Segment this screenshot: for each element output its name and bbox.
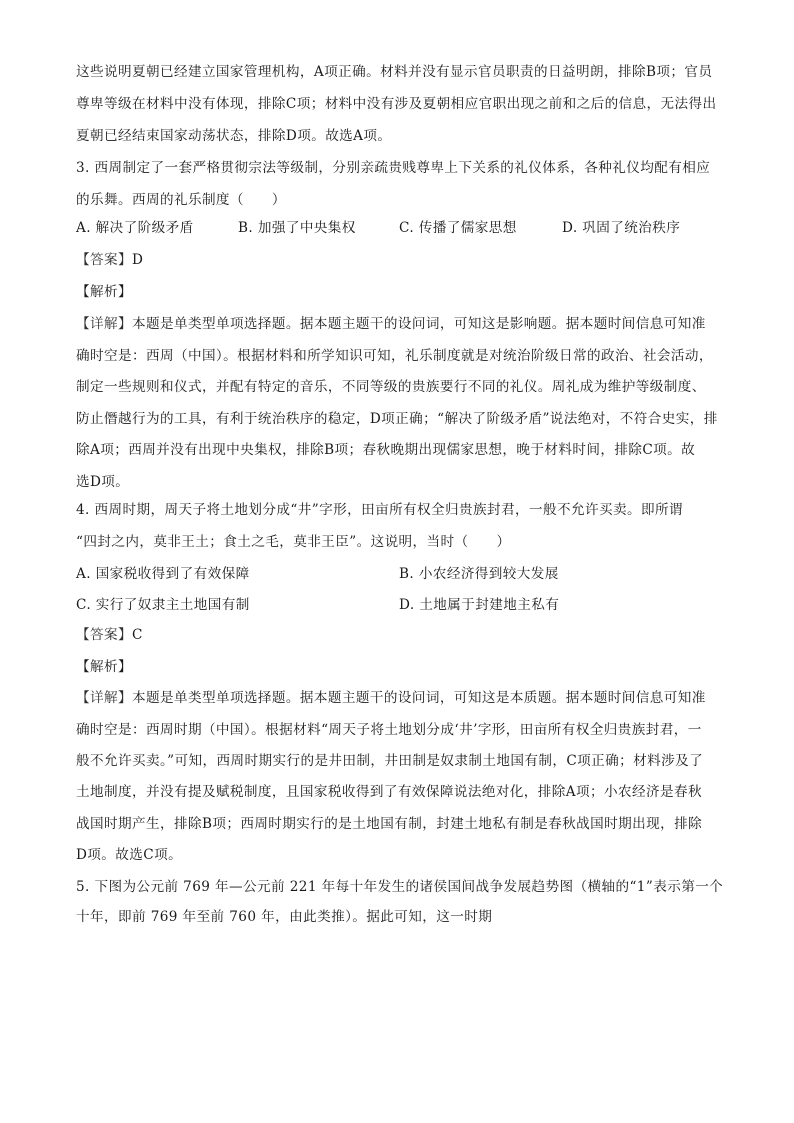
q3-detail-line (76, 314, 706, 334)
q3-detail-line: 制定一些规则和仪式，并配有特定的音乐，不同等级的贵族要行不同的礼仪。周礼成为维护等级制度、 (76, 379, 706, 395)
question-3-stem: 的乐舞。西周的礼乐制度（ ） (76, 192, 286, 208)
answer-tag: 【答案】 (76, 252, 132, 268)
q3-answer-row (76, 250, 143, 270)
detail-text: 本题是单类型单项选择题。据本题主题干的设问词，可知这是影响题。据本题时间信息可知准 (131, 316, 706, 332)
detail-tag: 【详解】 (76, 690, 132, 706)
q3-option-a: A. 解决了阶级矛盾 (76, 220, 194, 236)
question-5-stem: 5. 下图为公元前 769 年—公元前 221 年每十年发生的诸侯国间战争发展趋势图（横轴的“1”表示第一个 (76, 879, 724, 895)
q4-analysis-tag: 【解析】 (76, 659, 132, 675)
paragraph-line: 尊卑等级在材料中没有体现，排除C项；材料中没有涉及夏朝相应官职出现之前和之后的信息，无法得出 (76, 96, 717, 112)
question-3-stem: 3. 西周制定了一套严格贯彻宗法等级制，分别亲疏贵贱尊卑上下关系的礼仪体系，各种礼仪均配有相应 (76, 160, 711, 176)
q3-option-b: B. 加强了中央集权 (238, 220, 356, 236)
q4-detail-line: 土地制度，并没有提及赋税制度，且国家税收得到了有效保障说法绝对化，排除A项；小农经济是春秋 (76, 784, 702, 800)
q4-option-a: A. 国家税收得到了有效保障 (76, 566, 250, 582)
q4-answer-row (76, 625, 143, 645)
q4-detail-line: D项。故选C项。 (76, 847, 183, 863)
q4-detail-line (76, 688, 706, 708)
q4-option-b: B. 小农经济得到较大发展 (399, 566, 559, 582)
paragraph-line: 这些说明夏朝已经建立国家管理机构，A项正确。材料并没有显示官员职责的日益明朗，排除B项；官员 (76, 64, 713, 80)
paragraph-line: 夏朝已经结束国家动荡状态，排除D项。故选A项。 (76, 128, 392, 144)
q3-detail-line: 防止僭越行为的工具，有利于统治秩序的稳定，D项正确；“解决了阶级矛盾”说法绝对，不符合史实，排 (76, 411, 718, 427)
q3-analysis-tag: 【解析】 (76, 284, 132, 300)
detail-text: 本题是单类型单项选择题。据本题主题干的设问词，可知这是本质题。据本题时间信息可知准 (131, 690, 706, 706)
answer-value: C (131, 627, 143, 643)
question-5-stem: 十年，即前 769 年至前 760 年，由此类推）。据此可知，这一时期 (76, 909, 493, 925)
answer-value: D (131, 252, 144, 268)
q4-option-d: D. 土地属于封建地主私有 (399, 597, 560, 613)
detail-tag: 【详解】 (76, 316, 132, 332)
q3-option-c: C. 传播了儒家思想 (399, 220, 517, 236)
q3-option-d: D. 巩固了统治秩序 (562, 220, 681, 236)
q3-detail-line: 确时空是：西周（中国）。根据材料和所学知识可知，礼乐制度就是对统治阶级日常的政治、社会活动， (76, 348, 713, 364)
q3-detail-line: 选D项。 (76, 474, 130, 490)
q4-option-c: C. 实行了奴隶主土地国有制 (76, 597, 250, 613)
q3-detail-line: 除A项；西周并没有出现中央集权，排除B项；春秋晚期出现儒家思想，晚于材料时间，排除C项。故 (76, 442, 696, 458)
answer-tag: 【答案】 (76, 627, 132, 643)
question-4-stem: “四封之内，莫非王土；食土之毛，莫非王臣”。这说明，当时（ ） (76, 534, 511, 550)
question-4-stem: 4. 西周时期，周天子将土地划分成“井”字形，田亩所有权全归贵族封君，一般不允许买卖。即所谓 (76, 502, 683, 518)
q4-detail-line: 确时空是：西周时期（中国）。根据材料“周天子将土地划分成‘井’字形，田亩所有权全归贵族封君，一 (76, 722, 702, 738)
q4-detail-line: 战国时期产生，排除B项；西周时期实行的是土地国有制，封建土地私有制是春秋战国时期出现，排除 (76, 816, 703, 832)
q4-detail-line: 般不允许买卖。”可知，西周时期实行的是井田制，井田制是奴隶制土地国有制，C项正确；材料涉及了 (76, 753, 704, 769)
